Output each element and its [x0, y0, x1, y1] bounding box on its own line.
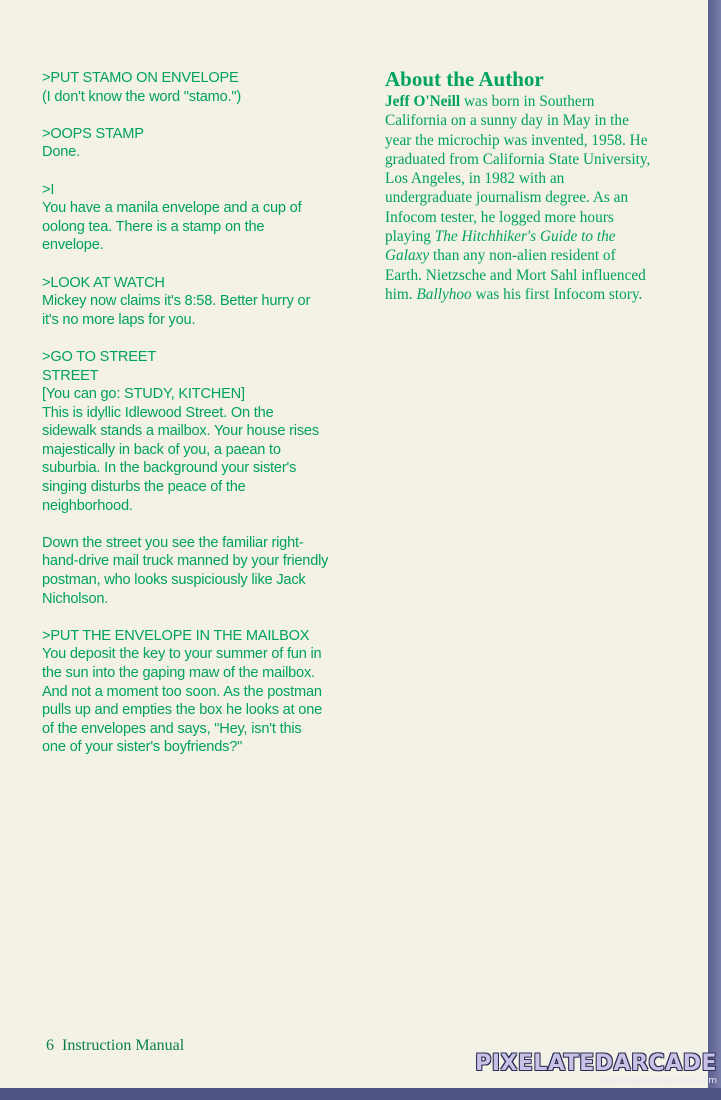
response-line: You deposit the key to your summer of fun in — [42, 646, 322, 663]
bio-line: graduated from California State University, — [385, 150, 651, 168]
about-author-section — [385, 66, 695, 304]
response-line: [You can go: STUDY, KITCHEN] — [42, 386, 245, 403]
bio-text: playing — [385, 228, 435, 246]
bio-line: Earth. Nietzsche and Mort Sahl influenced — [385, 266, 646, 284]
response-line: hand-drive mail truck manned by your friendly — [42, 553, 329, 570]
response-line: it's no more laps for you. — [42, 311, 196, 328]
site-watermark — [475, 1051, 717, 1086]
transcript-block — [42, 348, 342, 515]
transcript-block — [42, 181, 342, 255]
transcript-block — [42, 125, 342, 162]
booklet-spine — [708, 0, 721, 1100]
response-line: Down the street you see the familiar right- — [42, 534, 304, 551]
bio-line: undergraduate journalism degree. As an — [385, 189, 629, 207]
response-line: one of your sister's boyfriends?" — [42, 739, 243, 756]
game-transcript — [42, 69, 342, 776]
response-line: STREET — [42, 367, 99, 384]
bio-line — [385, 285, 695, 304]
bio-line: Los Angeles, in 1982 with an — [385, 170, 565, 188]
response-line: singing disturbs the peace of the — [42, 479, 246, 496]
transcript-block — [42, 534, 342, 608]
transcript-block — [42, 627, 342, 757]
response-line: suburbia. In the background your sister's — [42, 460, 297, 477]
bio-text: was his first Infocom story. — [471, 285, 643, 303]
response-line: Mickey now claims it's 8:58. Better hurry or — [42, 293, 311, 310]
command-line: >PUT THE ENVELOPE IN THE MAILBOX — [42, 627, 310, 644]
command-line: >I — [42, 181, 55, 198]
response-line: pulls up and empties the box he looks at one — [42, 702, 323, 719]
response-line: neighborhood. — [42, 497, 133, 514]
book-title: The Hitchhiker's Guide to the — [434, 228, 616, 246]
response-line: (I don't know the word "stamo.") — [42, 88, 241, 105]
footer-label: Instruction Manual — [62, 1037, 185, 1054]
command-line: >OOPS STAMP — [42, 125, 144, 142]
bio-text: than any non-alien resident of — [429, 247, 616, 265]
response-line: sidewalk stands a mailbox. Your house rises — [42, 423, 319, 440]
command-line: >PUT STAMO ON ENVELOPE — [42, 70, 239, 86]
transcript-block — [42, 274, 342, 330]
transcript-block — [42, 69, 342, 106]
bio-line — [385, 246, 695, 265]
response-line: oolong tea. There is a stamp on the — [42, 218, 265, 235]
bio-text: him. — [385, 285, 417, 303]
page-number: 6 — [46, 1037, 54, 1054]
bio-line: Infocom tester, he logged more hours — [385, 208, 614, 226]
response-line: majestically in back of you, a paean to — [42, 441, 281, 458]
response-line: envelope. — [42, 237, 104, 254]
section-heading: About the Author — [385, 67, 544, 91]
author-bio — [385, 92, 695, 304]
background-strip — [0, 1088, 721, 1100]
bio-line: year the microchip was invented, 1958. He — [385, 131, 648, 149]
response-line: This is idyllic Idlewood Street. On the — [42, 404, 274, 421]
response-line: postman, who looks suspiciously like Jack — [42, 572, 306, 589]
book-title-cont: Galaxy — [385, 247, 430, 265]
bio-line — [385, 92, 695, 111]
response-line: Nicholson. — [42, 590, 109, 607]
game-title: Ballyhoo — [416, 285, 472, 303]
command-line: >LOOK AT WATCH — [42, 274, 165, 291]
response-line: And not a moment too soon. As the postman — [42, 683, 322, 700]
bio-line: California on a sunny day in May in the — [385, 112, 629, 130]
response-line: of the envelopes and says, "Hey, isn't this — [42, 720, 302, 737]
bio-text: was born in Southern — [460, 93, 595, 110]
bio-line — [385, 227, 695, 246]
response-line: Done. — [42, 144, 80, 161]
response-line: the sun into the gaping maw of the mailbox. — [42, 665, 315, 681]
author-name: Jeff O'Neill — [385, 93, 461, 110]
command-line: >GO TO STREET — [42, 348, 157, 365]
page-footer — [46, 1037, 184, 1055]
response-line: You have a manila envelope and a cup of — [42, 200, 302, 217]
watermark-url: www.pixelatedarcade.com — [598, 1076, 717, 1086]
watermark-logo: PIXELATEDARCADE — [475, 1051, 717, 1076]
